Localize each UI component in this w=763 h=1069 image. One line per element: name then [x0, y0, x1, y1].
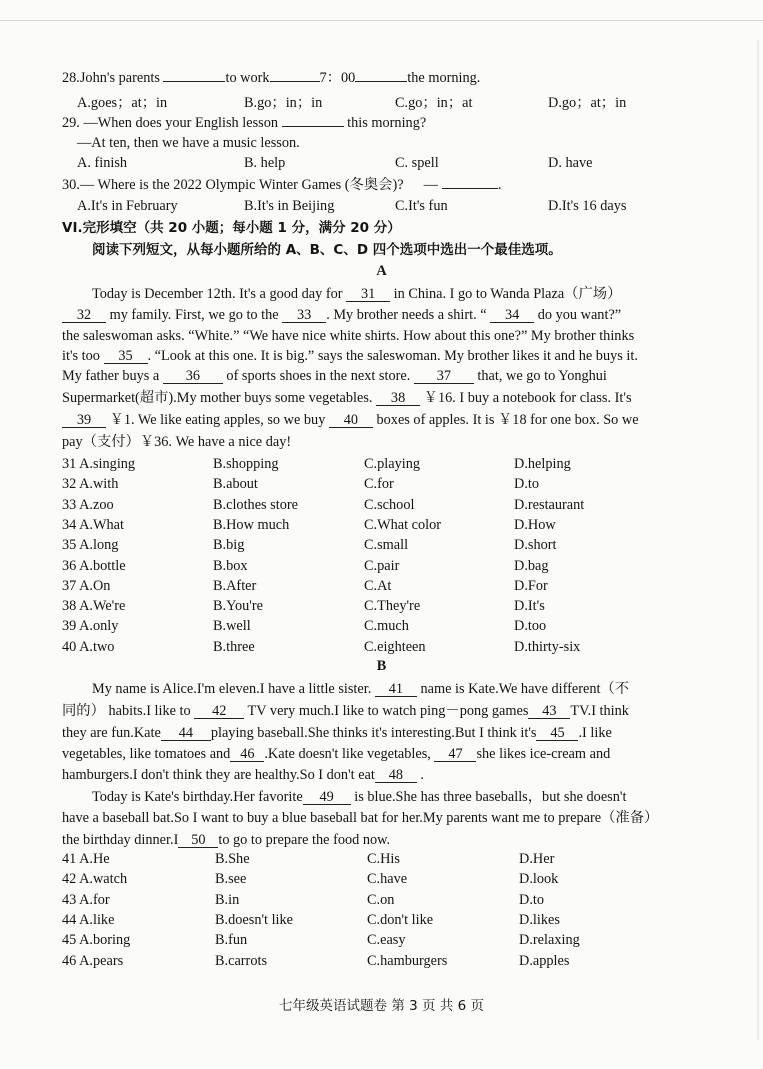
option-b: B.She: [215, 851, 250, 867]
option-b: B.in: [215, 891, 240, 908]
section-instruction: 阅读下列短文，从每小题所给的 A、B、C、D 四个选项中选出一个最佳选项。: [92, 242, 562, 258]
q28-option-d: D.go；at；in: [548, 95, 627, 111]
scan-edge-shadow: [757, 40, 759, 1040]
option-d: D.For: [514, 577, 548, 594]
blank-33: 33: [282, 308, 326, 323]
passage-a-line: it's too 35 . “Look at this one. It is big.” says the saleswoman. My brother likes it and he buys it.: [62, 348, 638, 364]
blank-39: 39: [62, 413, 106, 428]
passage-b-label: B: [376, 658, 387, 674]
option-b: B.three: [213, 638, 255, 655]
option-a: 37 A.On: [62, 577, 111, 594]
passage-b-line: have a baseball bat.So I want to buy a blue baseball bat for her.My parents want me to prepare（准备）: [62, 810, 659, 826]
blank-47: 47: [434, 747, 476, 762]
blank: [163, 81, 225, 82]
blank-48: 48: [375, 768, 417, 783]
blank: [270, 81, 320, 82]
q29-reply: —At ten, then we have a music lesson.: [77, 135, 300, 151]
option-a: 34 A.What: [62, 516, 124, 533]
blank-46: 46: [230, 747, 264, 762]
passage-b-line: the birthday dinner.I 50 to go to prepare the food now.: [62, 832, 391, 848]
option-d: D.to: [519, 891, 545, 908]
question-29: 29. —When does your English lesson this morning?: [62, 115, 427, 131]
blank-44: 44: [161, 726, 211, 741]
passage-a-line: Supermarket(超市).My mother buys some vegetables. 38 ￥16. I buy a notebook for class. It's: [62, 390, 632, 406]
option-b: B.doesn't like: [215, 911, 294, 928]
blank-35: 35: [104, 349, 148, 364]
option-b: B.see: [215, 871, 247, 888]
q29-option-d: D. have: [548, 155, 593, 171]
q29-option-c: C. spell: [395, 155, 439, 171]
option-a: 35 A.long: [62, 537, 119, 554]
option-d: D.short: [514, 537, 557, 554]
option-c: C.small: [364, 537, 409, 554]
page-top-edge: [0, 20, 763, 21]
option-a: 44 A.like: [62, 911, 115, 928]
section-title: VI.完形填空（共 20 小题；每小题 1 分，满分 20 分）: [62, 220, 401, 236]
option-c: C.What color: [364, 516, 442, 533]
option-c: C.for: [364, 476, 394, 493]
passage-a-label: A: [376, 263, 387, 279]
option-b: B.How much: [213, 516, 290, 533]
passage-b-line: 同的） habits.I like to 42 TV very much.I like to watch ping－pong games 43 TV.I think: [62, 703, 629, 719]
q30-option-a: A.It's in February: [77, 198, 178, 214]
option-b: B.well: [213, 618, 251, 635]
option-c: C.much: [364, 618, 409, 635]
option-a: 43 A.for: [62, 891, 110, 908]
option-c: C.on: [367, 891, 395, 908]
option-b: B.You're: [213, 598, 263, 615]
blank: [355, 81, 407, 82]
q30-option-d: D.It's 16 days: [548, 198, 627, 214]
option-a: 31 A.singing: [62, 456, 136, 472]
option-c: C.have: [367, 871, 408, 888]
option-a: 42 A.watch: [62, 871, 128, 888]
option-a: 45 A.boring: [62, 932, 131, 949]
blank-31: 31: [346, 287, 390, 302]
passage-b-line: they are fun.Kate 44 playing baseball.She thinks it's interesting.But I think it's 45 .I like: [62, 725, 612, 741]
option-d: D.thirty-six: [514, 638, 581, 655]
blank-34: 34: [490, 308, 534, 323]
q28-option-b: B.go；in；in: [244, 95, 323, 111]
q28-option-c: C.go；in；at: [395, 95, 473, 111]
option-d: D.look: [519, 871, 559, 888]
option-d: D.Her: [519, 851, 555, 867]
blank-49: 49: [303, 790, 351, 805]
q30-option-c: C.It's fun: [395, 198, 448, 214]
passage-b-line: My name is Alice.I'm eleven.I have a little sister. 41 name is Kate.We have different（不: [92, 681, 630, 697]
q30-option-b: B.It's in Beijing: [244, 198, 335, 214]
question-30: 30.— Where is the 2022 Olympic Winter Games (冬奥会)? — .: [62, 177, 502, 193]
option-a: 41 A.He: [62, 851, 110, 867]
option-b: B.After: [213, 577, 257, 594]
passage-b-line: hamburgers.I don't think they are healthy.So I don't eat 48 .: [62, 767, 425, 783]
option-d: D.bag: [514, 557, 549, 574]
passage-b-line: Today is Kate's birthday.Her favorite 49 is blue.She has three baseballs，but she doesn't: [92, 789, 627, 805]
option-d: D.to: [514, 476, 540, 493]
blank-43: 43: [528, 704, 570, 719]
option-c: C.school: [364, 496, 415, 513]
blank-32: 32: [62, 308, 106, 323]
passage-b-line: vegetables, like tomatoes and 46 .Kate doesn't like vegetables, 47 she likes ice-cream and: [62, 746, 611, 762]
option-a: 36 A.bottle: [62, 557, 126, 574]
option-d: D.apples: [519, 952, 570, 969]
blank-38: 38: [376, 391, 420, 406]
option-b: B.carrots: [215, 952, 268, 969]
passage-a-line: My father buys a 36 of sports shoes in the next store. 37 that, we go to Yonghui: [62, 368, 607, 384]
blank-50: 50: [178, 833, 218, 848]
option-b: B.clothes store: [213, 496, 298, 513]
option-c: C.eighteen: [364, 638, 426, 655]
option-c: C.easy: [367, 932, 406, 949]
option-c: C.They're: [364, 598, 421, 615]
option-c: C.At: [364, 577, 392, 594]
option-b: B.about: [213, 476, 258, 493]
blank: [282, 126, 344, 127]
option-c: C.don't like: [367, 911, 434, 928]
option-a: 32 A.with: [62, 476, 119, 493]
passage-a-line: 32 my family. First, we go to the 33 . My brother needs a shirt. “ 34 do you want?”: [62, 306, 621, 324]
option-d: D.likes: [519, 911, 560, 928]
option-b: B.big: [213, 537, 245, 554]
option-b: B.fun: [215, 932, 248, 949]
blank-37: 37: [414, 369, 474, 384]
option-b: B.box: [213, 557, 248, 574]
passage-a-line: pay（支付）￥36. We have a nice day!: [62, 434, 292, 450]
option-c: C.hamburgers: [367, 952, 448, 969]
option-d: D.relaxing: [519, 932, 580, 949]
option-d: D.It's: [514, 598, 545, 615]
option-a: 33 A.zoo: [62, 496, 114, 513]
blank-42: 42: [194, 704, 244, 719]
passage-a-line: the saleswoman asks. “White.” “We have nice white shirts. How about this one?” My brother thinks: [62, 328, 635, 344]
page-footer: 七年级英语试题卷 第 3 页 共 6 页: [279, 998, 484, 1014]
q29-option-b: B. help: [244, 155, 286, 171]
option-d: D.restaurant: [514, 496, 585, 513]
option-c: C.His: [367, 851, 400, 867]
option-b: B.shopping: [213, 456, 279, 472]
blank-45: 45: [536, 726, 578, 741]
option-c: C.playing: [364, 456, 420, 472]
option-a: 40 A.two: [62, 638, 115, 655]
blank-41: 41: [375, 682, 417, 697]
question-28: 28.John's parents to work 7：00 the morning.: [62, 70, 481, 86]
passage-a-line: Today is December 12th. It's a good day for 31 in China. I go to Wanda Plaza（广场）: [92, 286, 622, 302]
option-d: D.How: [514, 516, 556, 533]
blank-36: 36: [163, 369, 223, 384]
q28-option-a: A.goes；at；in: [77, 95, 168, 111]
option-c: C.pair: [364, 557, 400, 574]
option-d: D.helping: [514, 456, 571, 472]
option-a: 46 A.pears: [62, 952, 124, 969]
q29-option-a: A. finish: [77, 155, 128, 171]
option-a: 38 A.We're: [62, 598, 126, 615]
option-a: 39 A.only: [62, 618, 119, 635]
passage-a-line: 39 ￥1. We like eating apples, so we buy 40 boxes of apples. It is ￥18 for one box. So we: [62, 411, 639, 429]
option-d: D.too: [514, 618, 547, 635]
blank-40: 40: [329, 413, 373, 428]
blank: [442, 188, 498, 189]
